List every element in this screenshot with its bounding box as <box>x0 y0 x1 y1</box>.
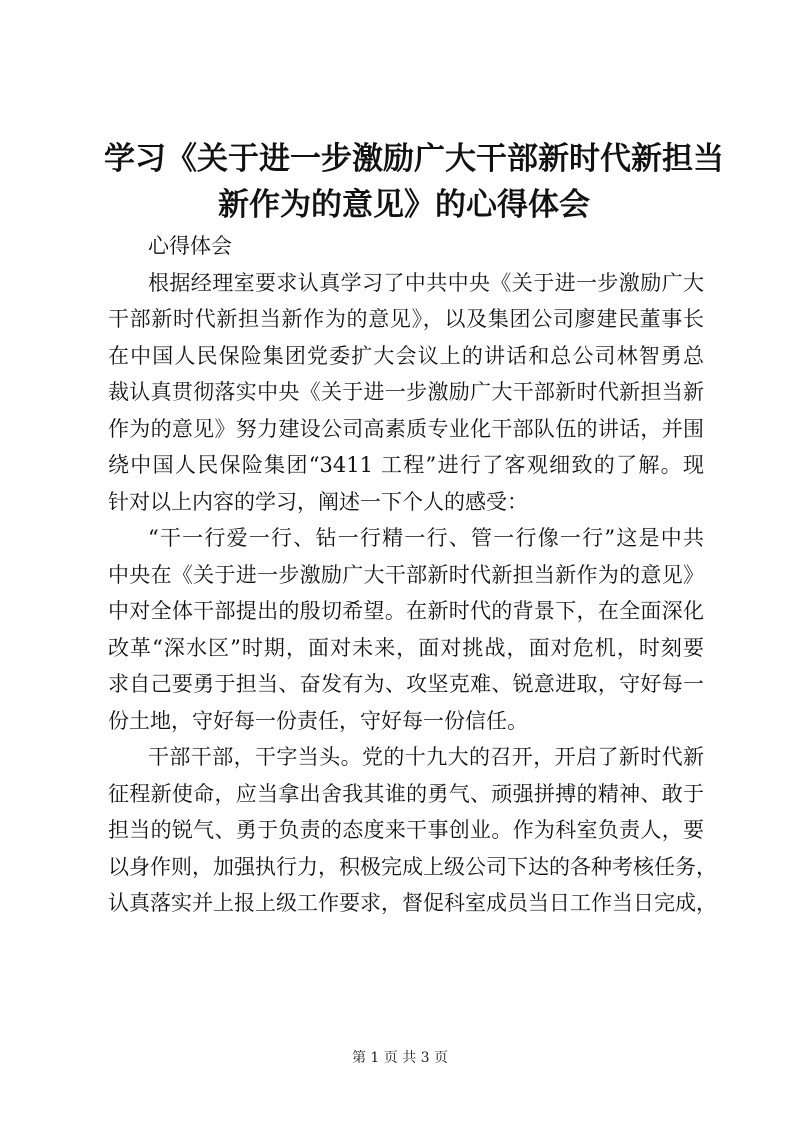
paragraph-line: 干部新时代新担当新作为的意见》，以及集团公司廖建民董事长 <box>108 307 704 331</box>
paragraph-line: 份土地，守好每一份责任，守好每一份信任。 <box>108 708 528 733</box>
paragraph-line: 征程新使命，应当拿出舍我其谁的勇气、顽强拼搏的精神、敢于 <box>108 781 704 806</box>
paragraph-line: 以身作则，加强执行力，积极完成上级公司下达的各种考核任务， <box>108 854 717 879</box>
document-body <box>108 228 717 922</box>
title-line-1: 学习《关于进一步激励广大干部新时代新担当 <box>104 141 724 177</box>
paragraph-line: 担当的锐气、勇于负责的态度来干事创业。作为科室负责人，要 <box>108 818 704 842</box>
paragraph-line: 作为的意见》努力建设公司高素质专业化干部队伍的讲话，并围 <box>108 416 704 441</box>
paragraph-line: 求自己要勇于担当、奋发有为、攻坚克难、锐意进取，守好每一 <box>108 672 704 696</box>
paragraph-line: 改革“深水区”时期，面对未来，面对挑战，面对危机，时刻要 <box>108 635 704 660</box>
paragraph-line: 针对以上内容的学习，阐述一下个人的感受： <box>108 489 528 514</box>
paragraph-1 <box>108 265 704 521</box>
paragraph-2 <box>108 520 704 739</box>
paragraph-line: 绕中国人民保险集团“3411 工程”进行了客观细致的了解。现 <box>108 453 704 477</box>
paragraph-3 <box>108 739 717 922</box>
paragraph-line: “干一行爱一行、钻一行精一行、管一行像一行”这是中共 <box>148 526 704 550</box>
paragraph-line: 根据经理室要求认真学习了中共中央《关于进一步激励广大 <box>148 270 704 295</box>
paragraph-line: 干部干部，干字当头。党的十九大的召开，开启了新时代新 <box>148 745 704 769</box>
document-title <box>104 136 724 228</box>
paragraph-line: 认真落实并上报上级工作要求，督促科室成员当日工作当日完成， <box>108 891 717 915</box>
title-line-2: 新作为的意见》的心得体会 <box>218 187 590 223</box>
paragraph-line: 中对全体干部提出的殷切希望。在新时代的背景下，在全面深化 <box>108 599 704 623</box>
paragraph-line: 裁认真贯彻落实中央《关于进一步激励广大干部新时代新担当新 <box>108 380 704 404</box>
paragraph-line: 中央在《关于进一步激励广大干部新时代新担当新作为的意见》 <box>108 562 704 587</box>
paragraph-line: 在中国人民保险集团党委扩大会议上的讲话和总公司林智勇总 <box>108 343 704 368</box>
subheading: 心得体会 <box>148 234 232 258</box>
page-footer: 第 1 页 共 3 页 <box>351 1050 449 1066</box>
